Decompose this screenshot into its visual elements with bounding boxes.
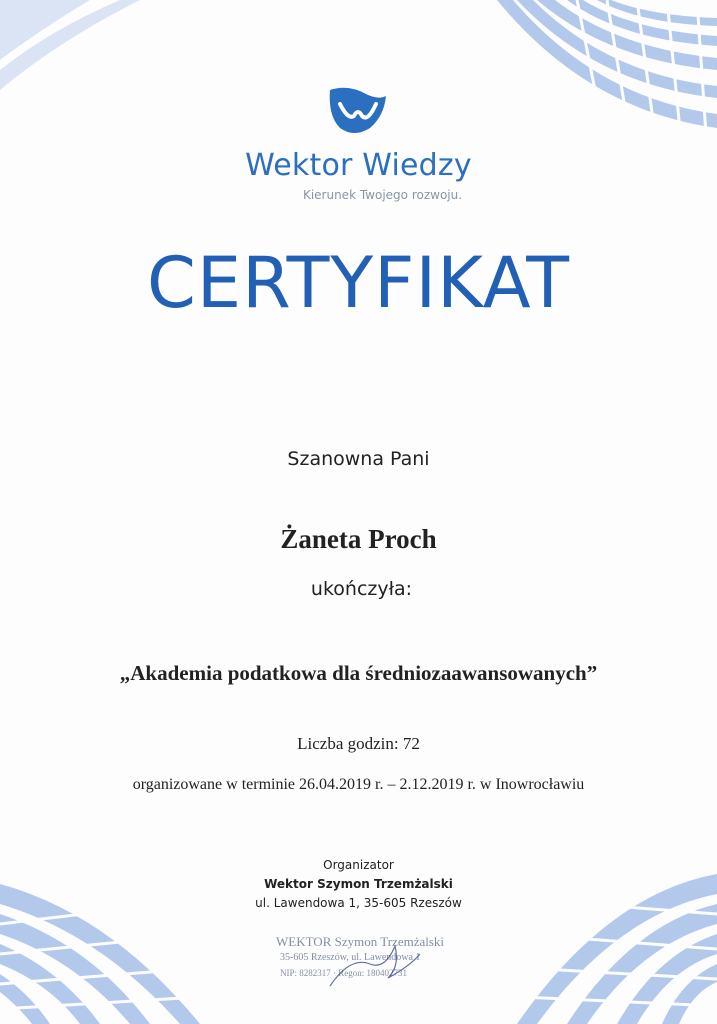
course-title: „Akademia podatkowa dla średniozaawansowanych” [119,661,598,685]
recipient-name: Żaneta Proch [280,524,437,554]
stamp-line-2: 35-605 Rzeszów, ul. Lawendowa 1 [280,952,421,963]
corner-pattern-top-right [457,0,717,150]
wave-logo-icon [326,86,388,136]
salutation: Szanowna Pani [287,448,430,470]
organizer-name: Wektor Szymon Trzemżalski [264,877,453,891]
organizer-address: ul. Lawendowa 1, 35-605 Rzeszów [255,896,462,910]
stamp-line-3: NIP: 8282317 · Regon: 180402731 [280,968,407,978]
brand-name: Wektor Wiedzy [245,148,472,183]
organizer-label: Organizator [323,858,394,872]
stamp-line-1: WEKTOR Szymon Trzemżalski [276,934,445,949]
handwritten-signature [300,936,430,996]
course-dates: organizowane w terminie 26.04.2019 r. – 2.12.2019 r. w Inowrocławiu [132,776,585,793]
completed-label: ukończyła: [310,578,413,600]
course-hours: Liczba godzin: 72 [297,734,420,753]
certificate-title: CERTYFIKAT [147,242,570,324]
corner-pattern-top-left [0,0,170,120]
brand-tagline: Kierunek Twojego rozwoju. [302,188,463,202]
